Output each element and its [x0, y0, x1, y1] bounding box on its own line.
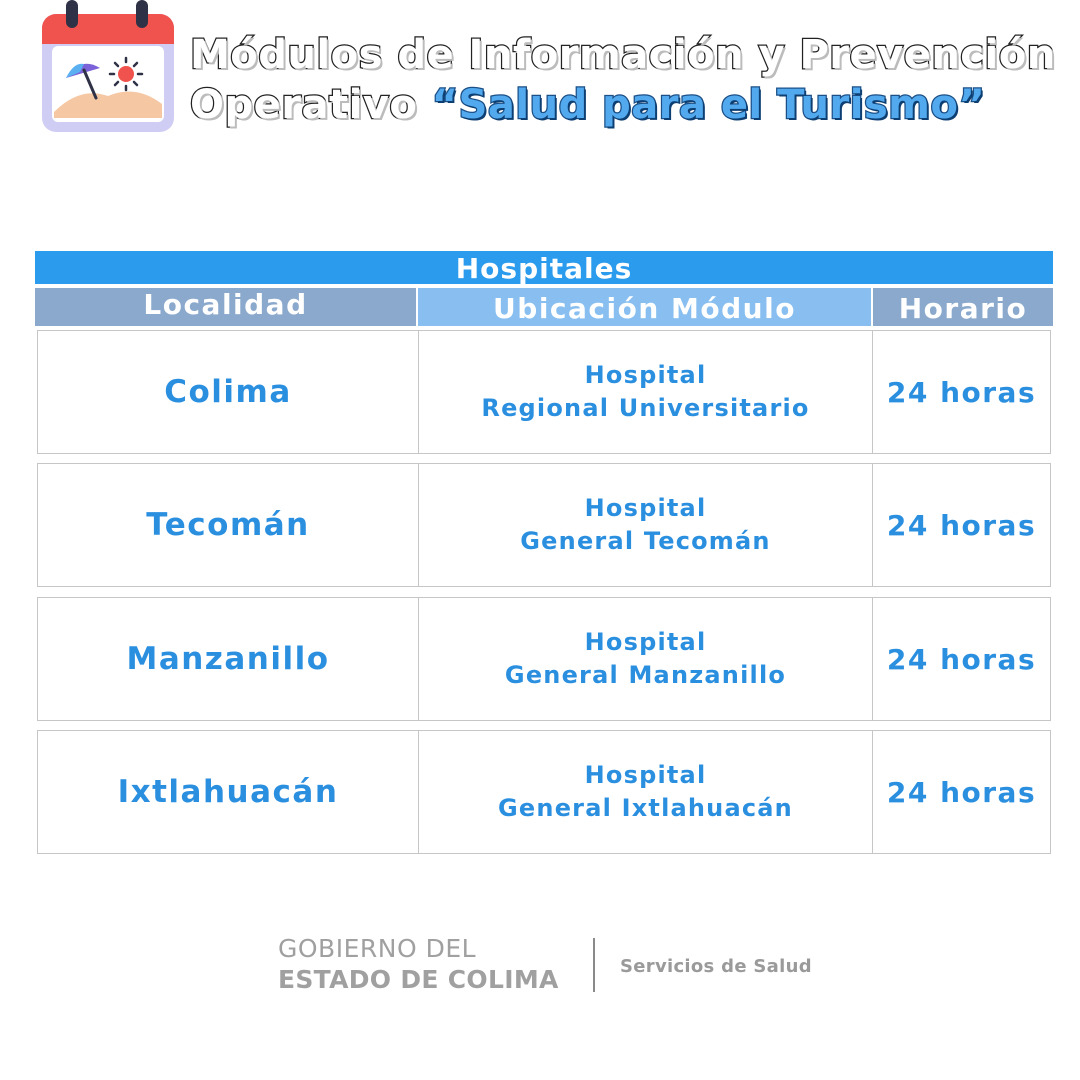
page-title	[190, 30, 1070, 130]
ubicacion-line-2: General Ixtlahuacán	[498, 794, 793, 822]
gov-line-1: GOBIERNO DEL	[278, 934, 477, 963]
cell-ubicacion	[419, 731, 873, 853]
title-prefix: Operativo	[190, 82, 432, 128]
cell-localidad: Ixtlahuacán	[38, 731, 419, 853]
cell-ubicacion	[419, 331, 873, 453]
ubicacion-line-1: Hospital	[584, 494, 707, 522]
ubicacion-line-2: General Tecomán	[520, 527, 771, 555]
column-header-horario: Horario	[873, 288, 1053, 326]
government-logo-text	[278, 934, 559, 996]
service-name: Servicios de Salud	[620, 956, 812, 977]
column-header-localidad: Localidad	[35, 288, 416, 326]
title-highlight: “Salud para el Turismo”	[431, 82, 986, 128]
calendar-beach-icon	[40, 0, 176, 134]
title-line-1: Módulos de Información y Prevención	[190, 32, 1056, 78]
cell-horario: 24 horas	[886, 642, 1037, 676]
cell-ubicacion	[419, 598, 873, 720]
table-row	[37, 463, 1051, 587]
cell-horario: 24 horas	[886, 775, 1037, 809]
ubicacion-line-1: Hospital	[584, 761, 707, 789]
cell-horario: 24 horas	[886, 508, 1037, 542]
ubicacion-line-2: Regional Universitario	[481, 394, 810, 422]
footer-divider	[593, 938, 595, 992]
table-row	[37, 730, 1051, 854]
cell-localidad: Tecomán	[38, 464, 419, 586]
ubicacion-line-1: Hospital	[584, 628, 707, 656]
table-row	[37, 330, 1051, 454]
cell-ubicacion	[419, 464, 873, 586]
cell-localidad: Colima	[38, 331, 419, 453]
table-row	[37, 597, 1051, 721]
section-title: Hospitales	[35, 251, 1053, 284]
gov-line-2: ESTADO DE COLIMA	[278, 965, 559, 994]
cell-horario: 24 horas	[886, 375, 1037, 409]
cell-localidad: Manzanillo	[38, 598, 419, 720]
ubicacion-line-2: General Manzanillo	[504, 661, 787, 689]
title-line-2	[190, 80, 1070, 130]
column-header-ubicacion: Ubicación Módulo	[418, 288, 871, 326]
ubicacion-line-1: Hospital	[584, 361, 707, 389]
